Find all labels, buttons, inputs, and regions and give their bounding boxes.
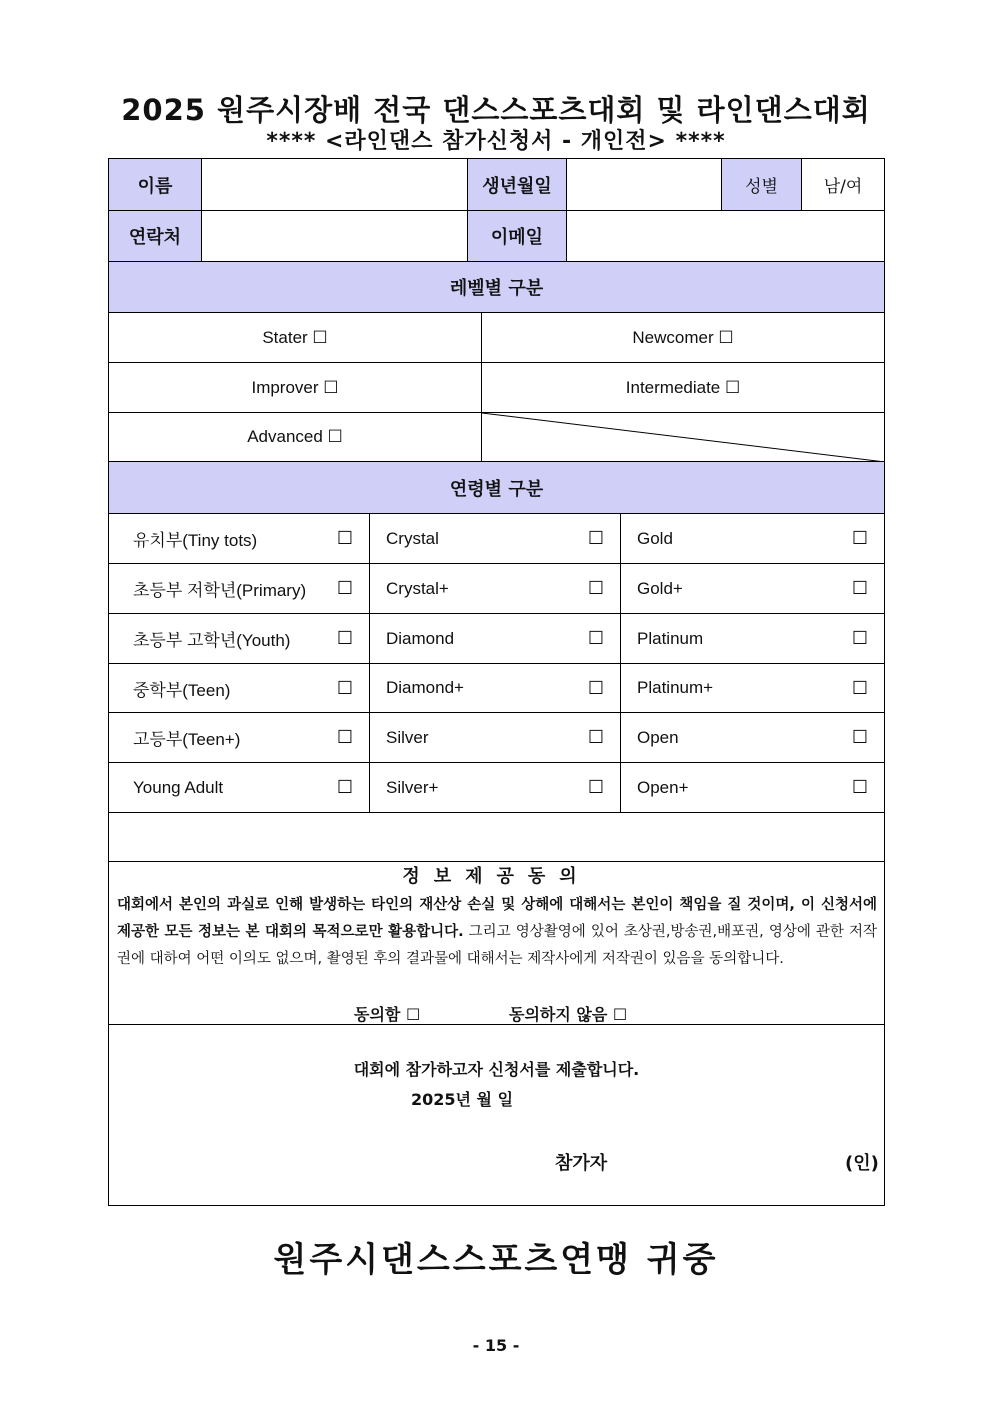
level-header: 레벨별 구분 — [109, 262, 884, 312]
email-field[interactable] — [566, 211, 884, 261]
age-option-label: Crystal — [386, 528, 439, 548]
birth-label: 생년월일 — [467, 159, 566, 210]
checkbox[interactable]: ☐ — [587, 727, 604, 747]
age-option[interactable] — [369, 564, 620, 613]
form-subtitle: **** <라인댄스 참가신청서 - 개인전> **** — [266, 129, 726, 154]
age-option[interactable] — [109, 664, 369, 712]
info-row-1 — [109, 159, 884, 211]
level-improver-option[interactable]: Improver ☐ — [251, 377, 339, 397]
checkbox[interactable]: ☐ — [587, 777, 604, 797]
age-option-label: Open — [637, 727, 679, 747]
age-row — [109, 713, 884, 763]
level-advanced-option[interactable]: Advanced ☐ — [247, 427, 343, 446]
age-option[interactable] — [109, 614, 369, 663]
age-option[interactable] — [109, 713, 369, 762]
age-row — [109, 564, 884, 614]
submission-date: 2025년 월 일 — [411, 1090, 514, 1109]
checkbox[interactable]: ☐ — [336, 578, 353, 598]
seal-label: (인) — [845, 1153, 879, 1174]
age-option-label: Silver+ — [386, 777, 439, 797]
checkbox[interactable]: ☐ — [587, 528, 604, 548]
consent-body — [117, 892, 877, 973]
gender-label: 성별 — [721, 159, 801, 210]
age-option-label: 초등부 고학년(Youth) — [133, 631, 291, 650]
birth-field[interactable] — [566, 159, 721, 210]
level-newcomer-option[interactable]: Newcomer ☐ — [481, 313, 884, 362]
level-row-1 — [109, 313, 884, 363]
age-option-label: 초등부 저학년(Primary) — [133, 581, 307, 600]
checkbox[interactable]: ☐ — [587, 677, 604, 698]
age-option[interactable] — [620, 514, 884, 563]
diagonal-line — [482, 413, 885, 462]
consent-body-normal: 그리고 영상촬영에 있어 초상권,방송권,배포권, 영상에 관한 저작권에 대하여 어떤 이의도 없으며, 촬영된 후의 결과물에 대해서는 제작사에게 저작권이 있음을 동의합니다. — [117, 924, 878, 967]
age-option-label: Young Adult — [133, 777, 224, 797]
age-option[interactable] — [109, 763, 369, 812]
checkbox[interactable]: ☐ — [851, 677, 868, 698]
age-option[interactable] — [620, 664, 884, 712]
age-option-label: 유치부(Tiny tots) — [133, 531, 258, 550]
application-form — [108, 158, 885, 1206]
age-option-label: 고등부(Teen+) — [133, 730, 241, 749]
form-title: 2025 원주시장배 전국 댄스스포츠대회 및 라인댄스대회 — [121, 93, 871, 127]
age-option-label: Gold — [637, 528, 673, 548]
age-row — [109, 614, 884, 664]
contact-field[interactable] — [201, 211, 467, 261]
age-option-label: Platinum+ — [637, 678, 714, 697]
age-option-label: Silver — [386, 727, 429, 747]
checkbox[interactable]: ☐ — [851, 528, 868, 548]
age-option[interactable] — [109, 564, 369, 613]
email-label: 이메일 — [467, 211, 566, 261]
age-option-label: Crystal+ — [386, 578, 449, 598]
age-option[interactable] — [109, 514, 369, 563]
age-option[interactable] — [369, 763, 620, 812]
empty-diagonal-cell — [481, 413, 884, 461]
checkbox[interactable]: ☐ — [851, 727, 868, 747]
level-header-row — [109, 262, 884, 313]
checkbox[interactable]: ☐ — [851, 578, 868, 598]
age-option-label: Gold+ — [637, 578, 683, 598]
level-intermediate-option[interactable]: Intermediate ☐ — [481, 363, 884, 412]
submission-statement: 대회에 참가하고자 신청서를 제출합니다. — [353, 1060, 640, 1079]
checkbox[interactable]: ☐ — [336, 528, 353, 548]
checkbox[interactable]: ☐ — [587, 628, 604, 648]
page-number: - 15 - — [472, 1336, 520, 1355]
age-option-label: Diamond — [386, 628, 455, 648]
checkbox[interactable]: ☐ — [851, 628, 868, 648]
age-header: 연령별 구분 — [109, 462, 884, 513]
age-row — [109, 763, 884, 813]
age-option[interactable] — [620, 614, 884, 663]
checkbox[interactable]: ☐ — [851, 777, 868, 797]
name-label: 이름 — [109, 159, 201, 210]
consent-section — [109, 862, 884, 1025]
checkbox[interactable]: ☐ — [587, 578, 604, 598]
recipient-organization: 원주시댄스스포츠연맹 귀중 — [273, 1240, 719, 1280]
age-option[interactable] — [620, 564, 884, 613]
age-option-label: Diamond+ — [386, 678, 464, 697]
level-row-3 — [109, 413, 884, 462]
age-option-label: Platinum — [637, 628, 704, 648]
checkbox[interactable]: ☐ — [336, 727, 353, 747]
age-option[interactable] — [620, 763, 884, 812]
submission-section — [109, 1025, 884, 1205]
age-option-label: 중학부(Teen) — [133, 680, 231, 700]
empty-row — [109, 813, 884, 862]
checkbox[interactable]: ☐ — [336, 677, 353, 698]
name-field[interactable] — [201, 159, 467, 210]
age-option-label: Open+ — [637, 777, 689, 797]
disagree-option[interactable]: 동의하지 않음 ☐ — [509, 1005, 628, 1024]
checkbox[interactable]: ☐ — [336, 628, 353, 648]
age-row — [109, 514, 884, 564]
age-header-row — [109, 462, 884, 514]
age-option[interactable] — [369, 713, 620, 762]
age-option[interactable] — [369, 614, 620, 663]
agree-option[interactable]: 동의함 ☐ — [354, 1005, 421, 1024]
info-row-2 — [109, 211, 884, 262]
contact-label: 연락처 — [109, 211, 201, 261]
level-row-2 — [109, 363, 884, 413]
gender-field[interactable]: 남/여 — [801, 159, 884, 210]
checkbox[interactable]: ☐ — [336, 777, 353, 797]
consent-title: 정보제공동의 — [402, 866, 591, 887]
age-option[interactable] — [369, 664, 620, 712]
level-stater-option[interactable]: Stater ☐ — [262, 327, 328, 347]
age-row — [109, 664, 884, 713]
age-option[interactable] — [369, 514, 620, 563]
age-option[interactable] — [620, 713, 884, 762]
consent-body-bold: 대회에서 본인의 과실로 인해 발생하는 타인의 재산상 손실 및 상해에 대해서는 본인이 책임을 질 것이며, 이 신청서에 제공한 모든 정보는 본 대회의 목적으로만 활용합니다. — [117, 897, 877, 940]
participant-label: 참가자 — [555, 1153, 608, 1174]
